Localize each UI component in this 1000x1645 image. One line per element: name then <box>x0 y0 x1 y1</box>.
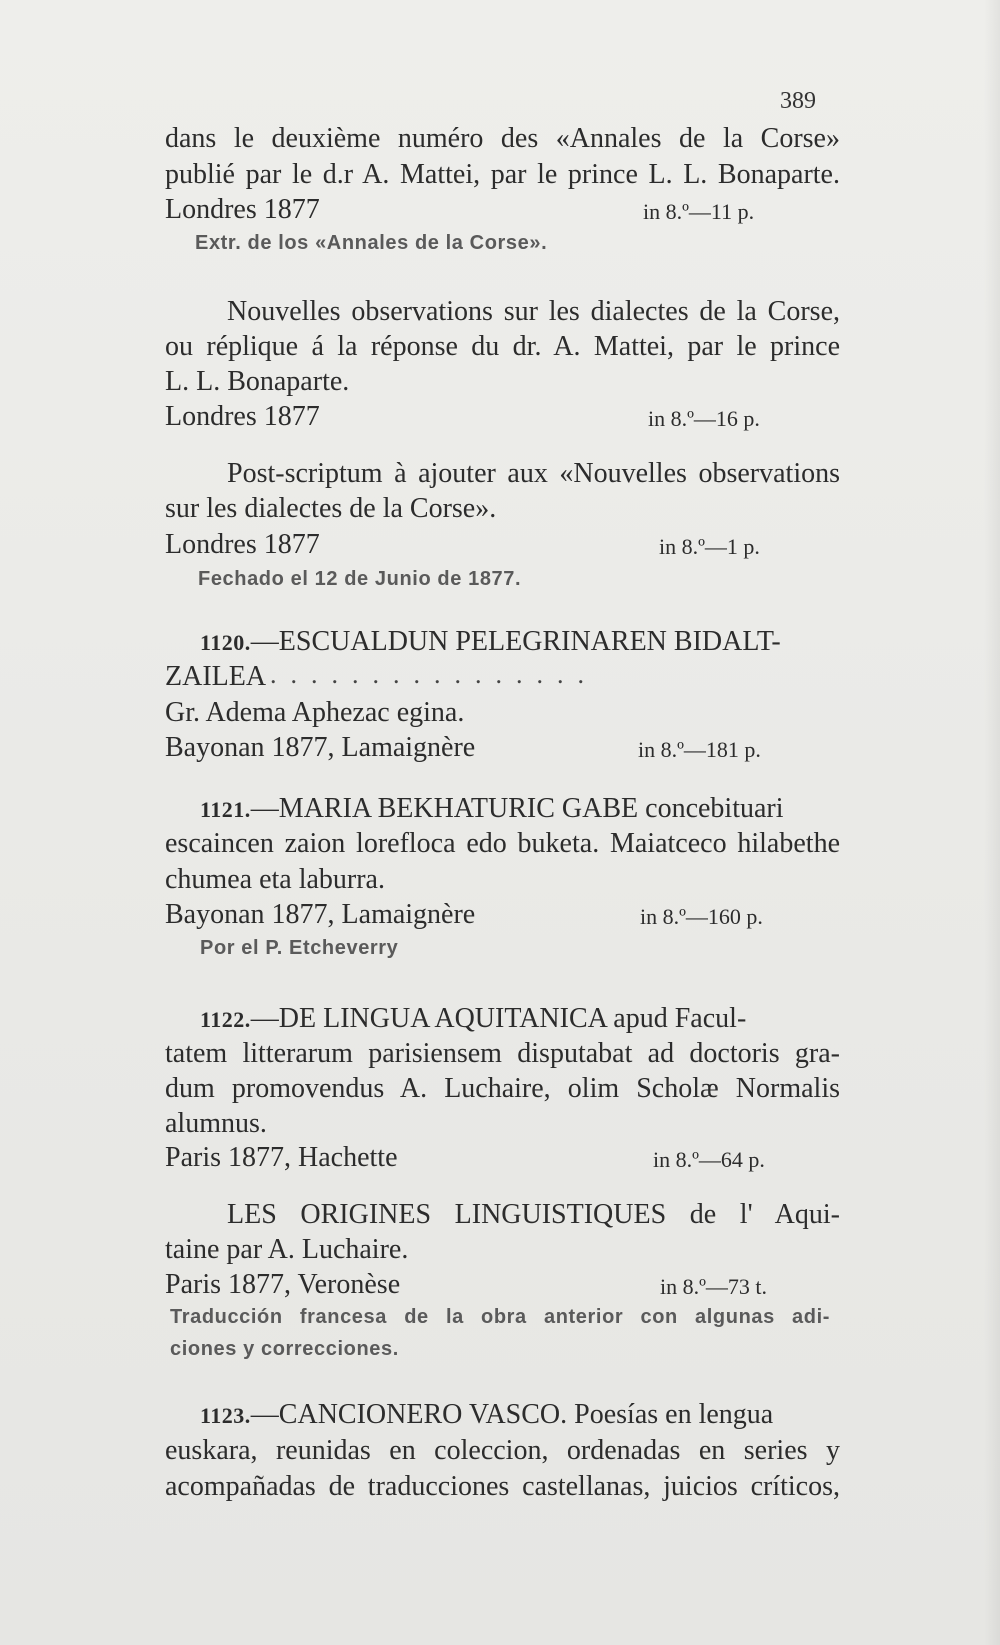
format-info: in 8.º—11 p. <box>643 199 755 224</box>
text-line: euskara, reunidas en coleccion, ordenadas en series y <box>165 1435 840 1466</box>
imprint-line: Bayonan 1877, Lamaignère <box>165 899 476 930</box>
text-line: acompañadas de traducciones castellanas, juicios críticos, <box>165 1471 840 1502</box>
text-line: LES ORIGINES LINGUISTIQUES de l' Aqui- <box>227 1199 840 1230</box>
imprint-line: Londres 1877 <box>165 401 320 432</box>
text-line: Post-scriptum à ajouter aux «Nouvelles observations <box>227 458 840 489</box>
text-line: escaincen zaion lorefloca edo buketa. Maiatceco hilabethe <box>165 828 840 859</box>
format-info: in 8.º—73 t. <box>660 1274 768 1299</box>
entry-1120-title <box>165 625 840 661</box>
text-line: taine par A. Luchaire. <box>165 1234 409 1265</box>
text-line: tatem litterarum parisiensem disputabat ad doctoris gra- <box>165 1038 840 1069</box>
text-line: ou réplique á la réponse du dr. A. Mattei, par le prince <box>165 331 840 362</box>
bibliographic-note: Fechado el 12 de Junio de 1877. <box>198 568 522 590</box>
imprint-line: Paris 1877, Veronèse <box>165 1269 401 1300</box>
text-line: L. L. Bonaparte. <box>165 366 350 397</box>
format-info: in 8.º—64 p. <box>653 1147 765 1172</box>
page-edge-shadow <box>984 0 1000 1645</box>
bibliographic-note: Extr. de los «Annales de la Corse». <box>195 232 548 254</box>
text-line: chumea eta laburra. <box>165 864 385 895</box>
entry-number: 1123. <box>200 1403 251 1428</box>
imprint-line: Londres 1877 <box>165 194 320 225</box>
text-line: Gr. Adema Aphezac egina. <box>165 697 465 728</box>
entry-title-text: —DE LINGUA AQUITANICA apud Facul- <box>250 1003 747 1034</box>
text-line: ZAILEA <box>165 661 267 692</box>
imprint-line: Bayonan 1877, Lamaignère <box>165 732 476 763</box>
format-info: in 8.º—1 p. <box>659 534 760 559</box>
format-info: in 8.º—16 p. <box>648 406 760 431</box>
leader-dots: ................ <box>270 660 598 689</box>
text-line: publié par le d.r A. Mattei, par le prince L. L. Bonaparte. <box>165 159 840 190</box>
bibliographic-note: Por el P. Etcheverry <box>200 937 399 959</box>
format-info: in 8.º—160 p. <box>640 904 763 929</box>
entry-title-text: —ESCUALDUN PELEGRINAREN BIDALT- <box>250 626 781 657</box>
entry-number: 1121. <box>200 797 251 822</box>
page-number: 389 <box>780 88 816 114</box>
bibliographic-note: Traducción francesa de la obra anterior con algunas adi- <box>170 1306 830 1328</box>
format-info: in 8.º—181 p. <box>638 737 761 762</box>
text-line: dans le deuxième numéro des «Annales de la Corse» <box>165 123 840 154</box>
text-line: sur les dialectes de la Corse». <box>165 493 497 524</box>
text-line: alumnus. <box>165 1108 267 1139</box>
entry-1121-title <box>165 792 840 828</box>
entry-title-text: —CANCIONERO VASCO. Poesías en lengua <box>250 1399 774 1430</box>
entry-title-text: —MARIA BEKHATURIC GABE concebituari <box>250 793 784 824</box>
entry-number: 1122. <box>200 1007 251 1032</box>
bibliographic-note: ciones y correcciones. <box>170 1338 399 1360</box>
entry-number: 1120. <box>200 630 251 655</box>
text-line: Nouvelles observations sur les dialectes de la Corse, <box>227 296 840 327</box>
entry-1122-title <box>165 1002 840 1038</box>
imprint-line: Londres 1877 <box>165 529 320 560</box>
entry-1123-title <box>165 1398 840 1434</box>
imprint-line: Paris 1877, Hachette <box>165 1142 398 1173</box>
text-line: dum promovendus A. Luchaire, olim Scholæ Normalis <box>165 1073 840 1104</box>
